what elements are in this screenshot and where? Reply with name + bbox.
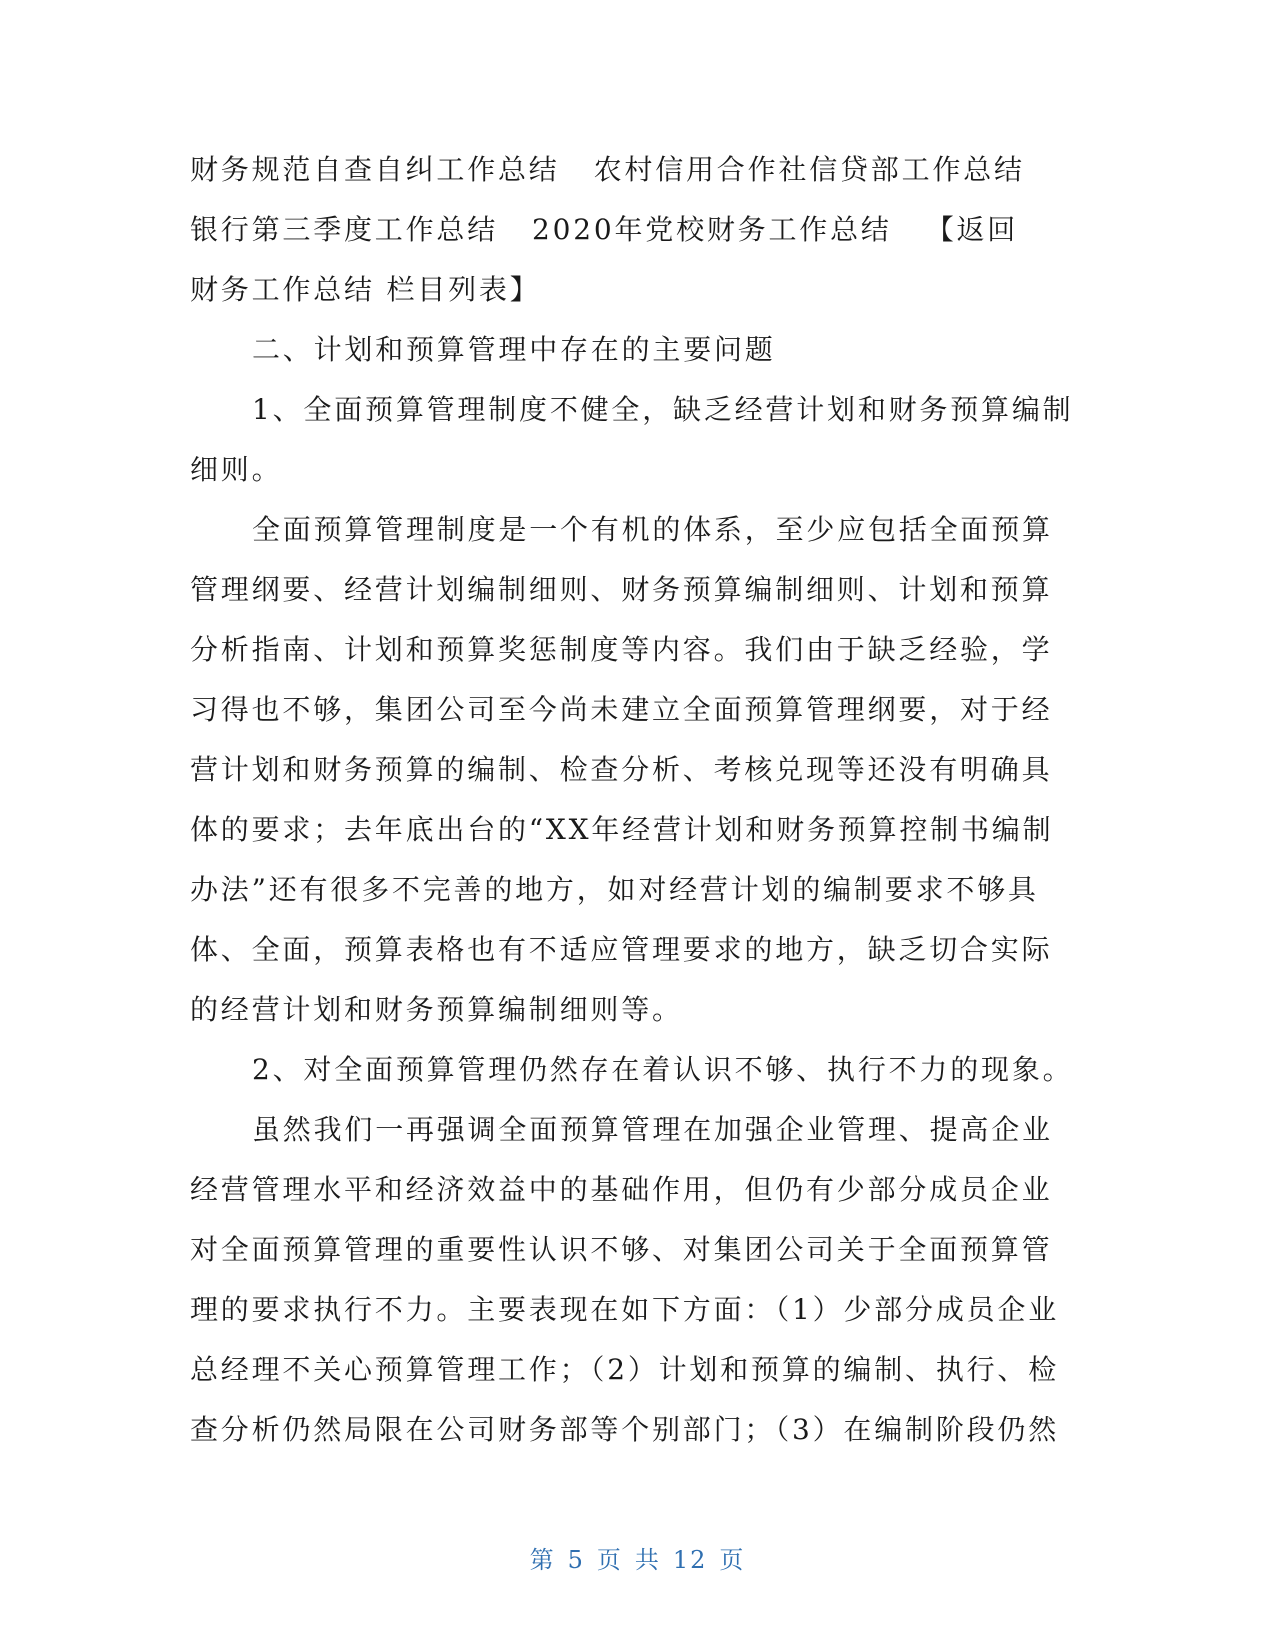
paragraph-line: 全面预算管理制度是一个有机的体系，至少应包括全面预算 — [252, 513, 1053, 546]
paragraph-line: 总经理不关心预算管理工作；（2）计划和预算的编制、执行、检 — [190, 1353, 1060, 1386]
paragraph-line: 经营管理水平和经济效益中的基础作用，但仍有少部分成员企业 — [190, 1173, 1053, 1206]
related-links-row-2 — [190, 200, 1080, 260]
paragraph-line: 的经营计划和财务预算编制细则等。 — [190, 993, 683, 1026]
paragraph-line: 查分析仍然局限在公司财务部等个别部门；（3）在编制阶段仍然 — [190, 1413, 1060, 1446]
related-links-row-1 — [190, 140, 1080, 200]
paragraph-line: 办法”还有很多不完善的地方，如对经营计划的编制要求不够具 — [190, 873, 1039, 906]
paragraph-line: 体的要求；去年底出台的“XX年经营计划和财务预算控制书编制 — [190, 813, 1054, 846]
link-finance-self-check[interactable]: 财务规范自查自纠工作总结 — [190, 153, 560, 186]
footer-page-number: 5 — [567, 1546, 585, 1574]
paragraph-line: 习得也不够，集团公司至今尚未建立全面预算管理纲要，对于经 — [190, 693, 1053, 726]
link-credit-coop-summary[interactable]: 农村信用合作社信贷部工作总结 — [593, 153, 1025, 186]
link-party-school-finance[interactable]: 2020年党校财务工作总结 — [532, 213, 892, 246]
link-back-to-column[interactable]: 财务工作总结 栏目列表】 — [190, 273, 541, 306]
footer-total-label: 共 — [634, 1546, 661, 1574]
link-bank-q3-summary[interactable]: 银行第三季度工作总结 — [190, 213, 499, 246]
paragraph-line: 对全面预算管理的重要性认识不够、对集团公司关于全面预算管 — [190, 1233, 1053, 1266]
section-heading: 二、计划和预算管理中存在的主要问题 — [252, 333, 776, 366]
paragraph-line: 2、对全面预算管理仍然存在着认识不够、执行不力的现象。 — [252, 1053, 1074, 1086]
document-content — [190, 140, 1080, 1460]
related-links-row-3 — [190, 260, 1080, 320]
footer-total-number: 12 — [672, 1546, 708, 1574]
paragraph-line: 营计划和财务预算的编制、检查分析、考核兑现等还没有明确具 — [190, 753, 1053, 786]
paragraph-line: 分析指南、计划和预算奖惩制度等内容。我们由于缺乏经验，学 — [190, 633, 1053, 666]
paragraph-line: 管理纲要、经营计划编制细则、财务预算编制细则、计划和预算 — [190, 573, 1053, 606]
page-footer — [0, 1540, 1275, 1575]
paragraph-line: 细则。 — [190, 453, 283, 486]
paragraph-line: 体、全面，预算表格也有不适应管理要求的地方，缺乏切合实际 — [190, 933, 1053, 966]
footer-page-unit: 页 — [596, 1546, 623, 1574]
paragraph-line: 虽然我们一再强调全面预算管理在加强企业管理、提高企业 — [252, 1113, 1053, 1146]
paragraph-line: 1、全面预算管理制度不健全，缺乏经营计划和财务预算编制 — [252, 393, 1074, 426]
footer-page-label: 第 — [529, 1546, 556, 1574]
link-back-start[interactable]: 【返回 — [925, 213, 1019, 246]
footer-total-unit: 页 — [719, 1546, 746, 1574]
paragraph-line: 理的要求执行不力。主要表现在如下方面：（1）少部分成员企业 — [190, 1293, 1060, 1326]
